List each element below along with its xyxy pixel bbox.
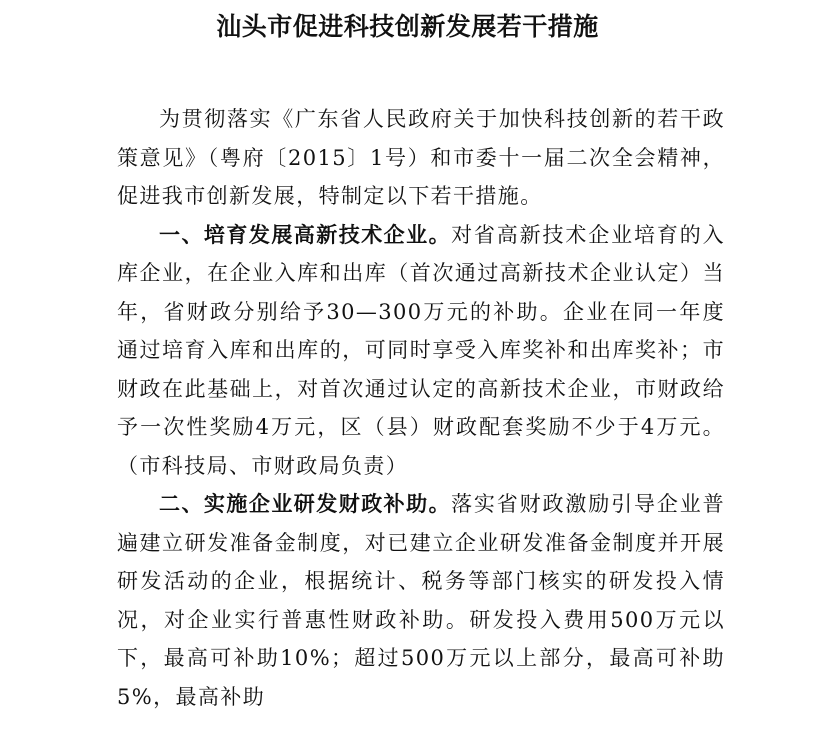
section-1-text: 对省高新技术企业培育的入库企业，在企业入库和出库（首次通过高新技术企业认定）当年，省财政分别给予30—300万元的补助。企业在同一年度通过培育入库和出库的，可同时享受入库奖补和出库奖补；市财政在此基础上，对首次通过认定的高新技术企业，市财政给予一次性奖励4万元，区（县）财政配套奖励不少于4万元。（市科技局、市财政局负责） xyxy=(117,222,725,478)
section-1-paragraph xyxy=(117,216,725,486)
section-2-heading: 二、实施企业研发财政补助。 xyxy=(159,491,452,516)
document-body xyxy=(117,100,725,716)
document-title: 汕头市促进科技创新发展若干措施 xyxy=(216,12,599,41)
intro-paragraph xyxy=(117,100,725,216)
section-2-paragraph xyxy=(117,485,725,716)
intro-paragraph-text: 为贯彻落实《广东省人民政府关于加快科技创新的若干政策意见》（粤府〔2015〕1号）和市委十一届二次全会精神，促进我市创新发展，特制定以下若干措施。 xyxy=(117,107,725,208)
section-2-text: 落实省财政激励引导企业普遍建立研发准备金制度，对已建立企业研发准备金制度并开展研发活动的企业，根据统计、税务等部门核实的研发投入情况，对企业实行普惠性财政补助。研发投入费用500万元以下，最高可补助10%；超过500万元以上部分，最高可补助5%，最高补助 xyxy=(117,492,725,709)
section-1-heading: 一、培育发展高新技术企业。 xyxy=(159,221,452,247)
